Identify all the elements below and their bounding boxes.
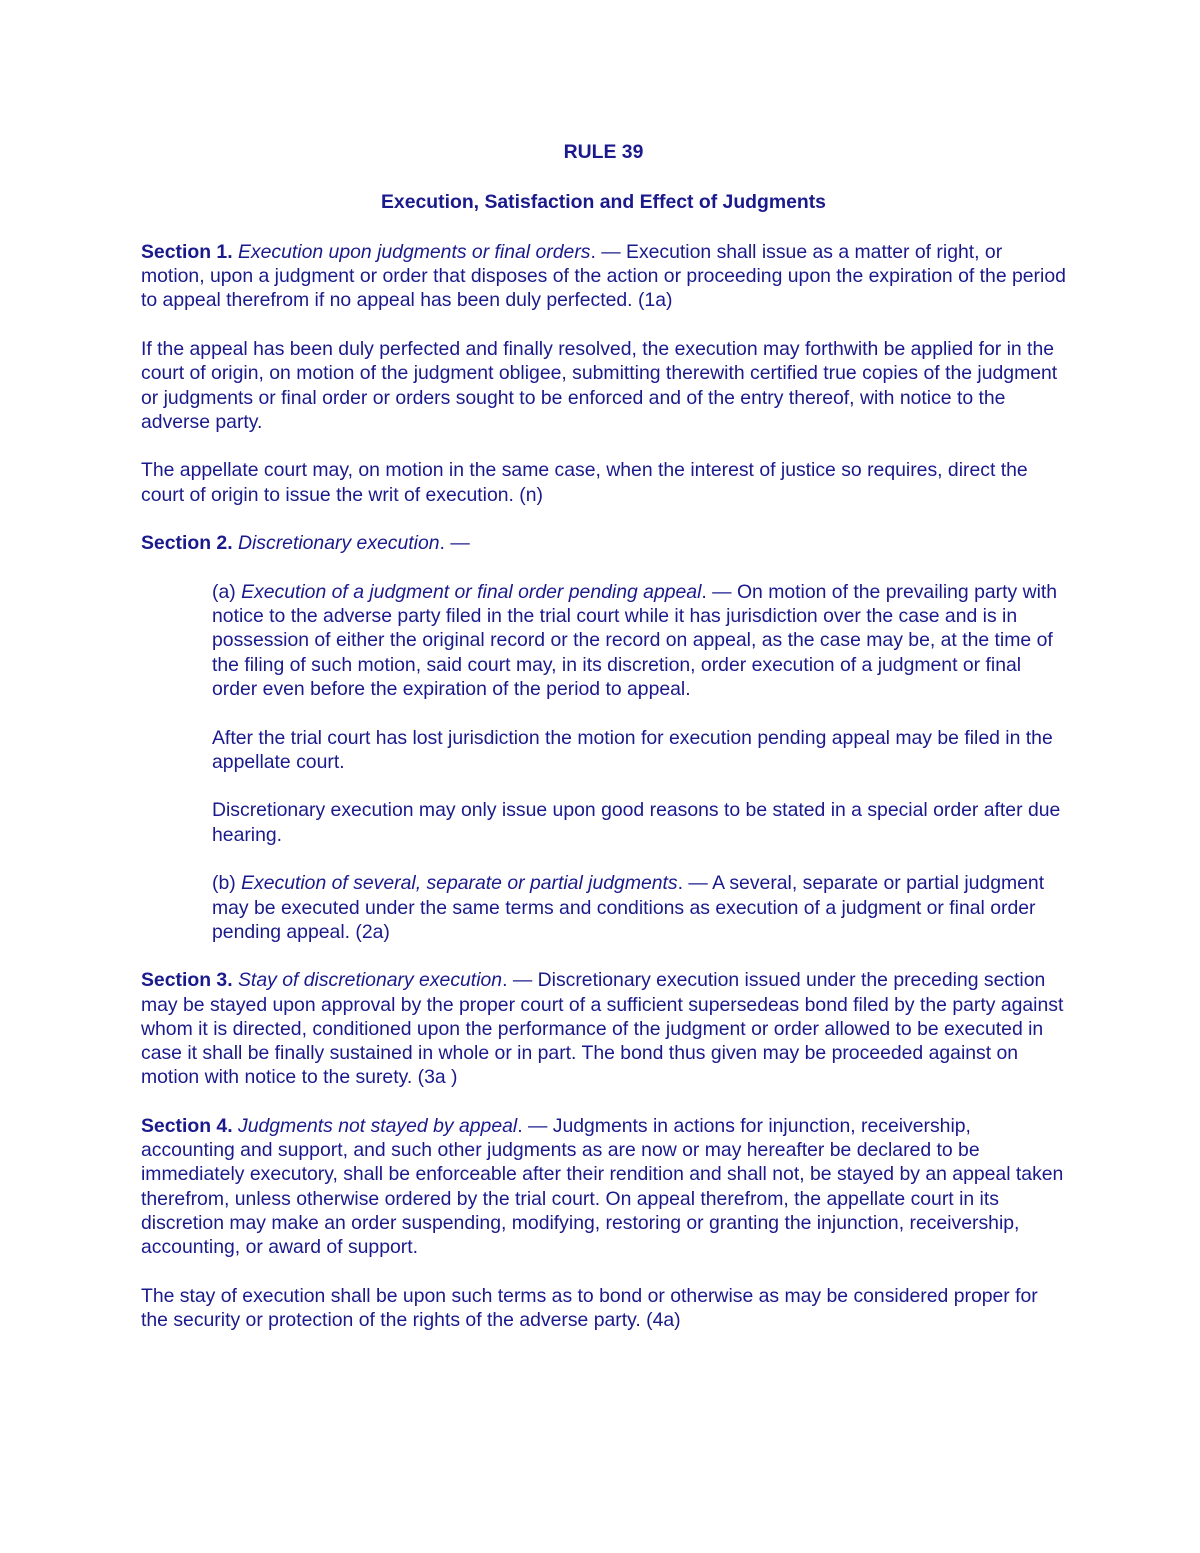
section-3-body: . — Discretionary execution issued under the preceding section may be stayed upon approval by the proper court of a sufficient supersedeas bond filed by the party against whom it is directed, conditioned upon the performance of the judgment or order allowed to be executed in case it shall be finally sustained in whole or in part. The bond thus given may be proceeded against on motion with notice to the surety. (3a ) [141,969,1064,1089]
section-2-body: . — [439,532,470,555]
section-2-item-a-paragraph-2: After the trial court has lost jurisdiction the motion for execution pending appeal may be filed in the appellate court. [212,726,1053,773]
section-4-body: . — Judgments in actions for injunction, receivership, accounting and support, and such other judgments as are now or may hereafter be declared to be immediately executory, shall be enforceable after their rendition and shall not, be stayed by an appeal taken therefrom, unless otherwise ordered by the trial court. On appeal therefrom, the appellate court in its discretion may make an order suspending, modifying, restoring or granting the injunction, receivership, accounting, or award of support. [141,1114,1064,1258]
rule-title: RULE 39 [563,141,644,163]
section-2-item-b-prefix: (b) [212,872,242,895]
section-2 [141,531,1066,555]
section-4-label: Section 4. [141,1114,233,1137]
section-2-item-b [212,871,1066,944]
section-1-paragraph-3: The appellate court may, on motion in the same case, when the interest of justice so requires, direct the court of origin to issue the writ of execution. (n) [141,459,1028,506]
section-1-label: Section 1. [141,241,233,263]
section-2-label: Section 2. [141,532,233,555]
section-4-paragraph-2: The stay of execution shall be upon such terms as to bond or otherwise as may be considered proper for the security or protection of the rights of the adverse party. (4a) [141,1284,1038,1331]
rule-subtitle: Execution, Satisfaction and Effect of Judgments [381,191,826,213]
section-4 [141,1114,1066,1259]
section-2-item-b-body: . — A several, separate or partial judgment may be executed under the same terms and conditions as execution of a judgment or final order pending appeal. (2a) [212,872,1045,943]
section-1-body: . — Execution shall issue as a matter of right, or motion, upon a judgment or order that disposes of the action or proceeding upon the expiration of the period to appeal therefrom if no appeal has been duly perfected. (1a) [141,241,1066,312]
section-3 [141,968,1066,1089]
section-4-title: Judgments not stayed by appeal [238,1114,518,1137]
section-3-title: Stay of discretionary execution [238,969,503,992]
section-1-title: Execution upon judgments or final orders [238,241,591,263]
document-body [141,140,1066,1332]
section-2-item-a [212,580,1066,701]
section-2-item-a-body: . — On motion of the prevailing party with notice to the adverse party filed in the trial court while it has jurisdiction over the case and is in possession of either the original record or the record on appeal, as the case may be, at the time of the filing of such motion, said court may, in its discretion, order execution of a judgment or final order even before the expiration of the period to appeal. [212,581,1058,700]
section-2-item-b-title: Execution of several, separate or partial judgments [241,872,678,895]
section-2-title: Discretionary execution [238,532,440,555]
section-2-item-a-prefix: (a) [212,581,242,604]
section-3-label: Section 3. [141,969,233,992]
section-2-item-a-paragraph-3: Discretionary execution may only issue upon good reasons to be stated in a special order after due hearing. [212,799,1061,846]
section-2-item-a-title: Execution of a judgment or final order pending appeal [241,581,702,604]
section-1-paragraph-2: If the appeal has been duly perfected and finally resolved, the execution may forthwith be applied for in the court of origin, on motion of the judgment obligee, submitting therewith certified true copies of the judgment or judgments or final order or orders sought to be enforced and of the entry thereof, with notice to the adverse party. [141,338,1058,433]
section-1 [141,240,1066,313]
